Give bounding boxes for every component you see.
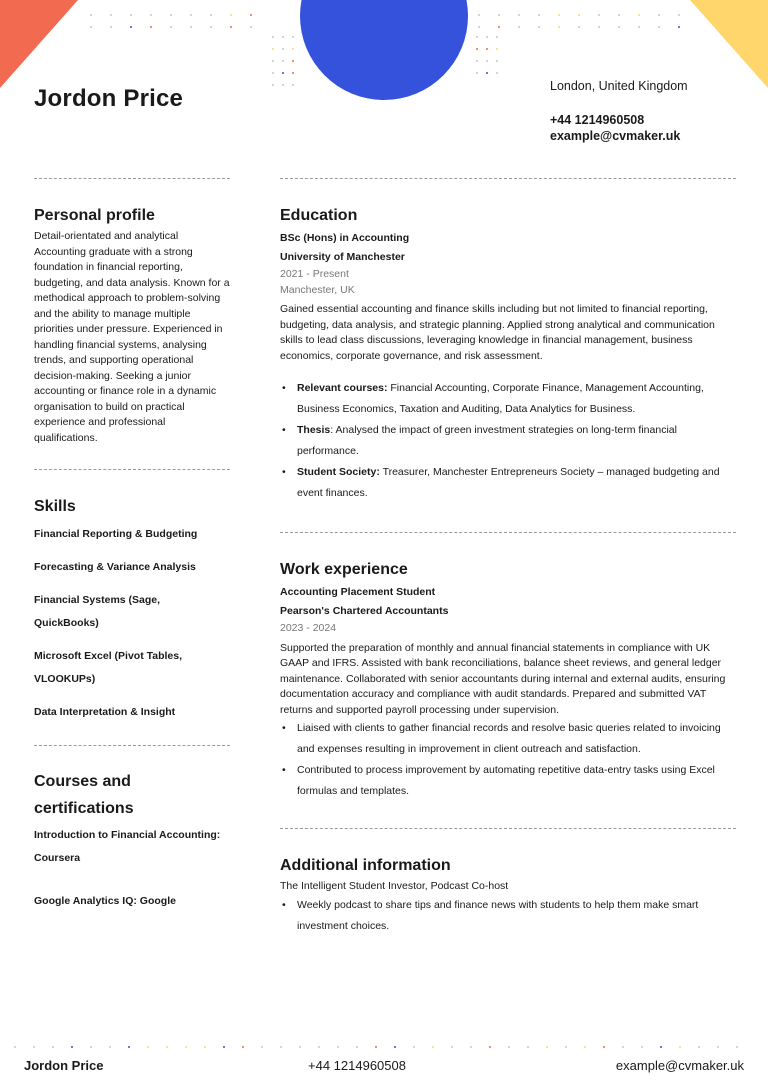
decorative-dot	[109, 1046, 111, 1048]
decorative-dot	[272, 36, 274, 38]
section-title: Personal profile	[34, 207, 155, 224]
decorative-dot	[717, 1046, 719, 1048]
list-item: • Liaised with clients to gather financial records and resolve basic queries related to invoicing and expenses resulting in improvement in client outreach and satisfaction.	[297, 718, 736, 760]
decorative-dot	[150, 26, 152, 28]
decorative-dot	[110, 26, 112, 28]
decorative-dot	[598, 14, 600, 16]
decorative-dot	[292, 60, 294, 62]
decorative-dot	[292, 72, 294, 74]
decorative-dot	[282, 84, 284, 86]
decorative-dot	[476, 60, 478, 62]
decorative-dot	[498, 26, 500, 28]
email: example@cvmaker.uk	[550, 129, 681, 143]
decorative-dot	[478, 26, 480, 28]
decorative-dot	[272, 60, 274, 62]
course-item: Introduction to Financial Accounting: Coursera	[34, 829, 221, 864]
divider	[280, 178, 736, 179]
decorative-dot	[486, 36, 488, 38]
education-section	[280, 202, 736, 504]
bullet-label: Relevant courses:	[297, 382, 388, 394]
section-title: Skills	[34, 498, 76, 515]
decorative-dot	[476, 72, 478, 74]
decorative-dot	[128, 1046, 130, 1048]
course-item: Google Analytics IQ: Google	[34, 895, 176, 907]
decorative-dot	[130, 14, 132, 16]
decorative-dot	[486, 60, 488, 62]
divider	[280, 828, 736, 829]
decorative-dot	[618, 26, 620, 28]
decorative-dot	[250, 14, 252, 16]
decorative-dot	[698, 1046, 700, 1048]
skills-section	[34, 493, 230, 724]
section-title: Education	[280, 207, 358, 224]
skill-item: Financial Systems (Sage, QuickBooks)	[34, 594, 161, 629]
skill-item: Financial Reporting & Budgeting	[34, 528, 198, 540]
decorative-dot	[678, 26, 680, 28]
decorative-dot	[282, 72, 284, 74]
bullet-text: Treasurer, Manchester Entrepreneurs Society – managed budgeting and event finances.	[297, 466, 720, 499]
decorative-dot	[496, 60, 498, 62]
additional-info-section	[280, 852, 736, 937]
divider	[34, 745, 230, 746]
additional-bullets	[280, 895, 736, 937]
skill-item: Microsoft Excel (Pivot Tables, VLOOKUPs)	[34, 650, 183, 685]
decorative-dot	[282, 60, 284, 62]
decorative-dot	[170, 14, 172, 16]
school: University of Manchester	[280, 251, 405, 263]
decorative-dot	[90, 14, 92, 16]
decorative-dot	[546, 1046, 548, 1048]
decorative-dot	[261, 1046, 263, 1048]
location: London, United Kingdom	[550, 79, 688, 93]
decorative-dot	[658, 14, 660, 16]
decorative-dot	[394, 1046, 396, 1048]
decorative-dot	[282, 36, 284, 38]
decorative-dot	[498, 14, 500, 16]
decorative-dot	[538, 14, 540, 16]
list-item: • Contributed to process improvement by automating repetitive data-entry tasks using Excel formulas and templates.	[297, 760, 736, 802]
decorative-dot	[90, 26, 92, 28]
decorative-dot	[210, 26, 212, 28]
decorative-dot	[618, 14, 620, 16]
section-title: Courses and certifications	[34, 773, 134, 817]
profile-text: Detail-orientated and analytical Accounting graduate with a strong foundation in financial reporting, budgeting, and data analysis. Known for a methodical approach to problem-solving and the ability to manage multiple priorities under pressure. Experienced in handling financial systems, analysing trends, and supporting operational decision-making. Seeking a junior accounting or finance role in a dynamic organisation to build on practical experience and professional qualifications.	[34, 230, 230, 444]
decorative-dot	[166, 1046, 168, 1048]
decorative-dot	[527, 1046, 529, 1048]
decorative-triangle-left	[0, 0, 78, 88]
decorative-dot	[660, 1046, 662, 1048]
decorative-dot	[622, 1046, 624, 1048]
decorative-dot	[185, 1046, 187, 1048]
decorative-dot	[641, 1046, 643, 1048]
decorative-dot	[223, 1046, 225, 1048]
divider	[280, 532, 736, 533]
decorative-dot	[337, 1046, 339, 1048]
decorative-dot	[489, 1046, 491, 1048]
decorative-dot	[413, 1046, 415, 1048]
job-role: Accounting Placement Student	[280, 586, 436, 598]
footer-phone: +44 1214960508	[308, 1058, 406, 1073]
decorative-dot	[638, 14, 640, 16]
decorative-dot	[190, 14, 192, 16]
decorative-dot	[565, 1046, 567, 1048]
decorative-dot	[578, 14, 580, 16]
decorative-dot	[170, 26, 172, 28]
decorative-dot	[478, 14, 480, 16]
skill-item: Forecasting & Variance Analysis	[34, 561, 196, 573]
bullet-text: Financial Accounting, Corporate Finance, Management Accounting, Business Economics, Taxation and Auditing, Data Analytics for Business.	[297, 382, 704, 415]
divider	[34, 178, 230, 179]
work-bullets	[280, 718, 736, 802]
personal-profile-section	[34, 202, 230, 446]
education-bullets	[280, 378, 736, 504]
decorative-dot	[496, 72, 498, 74]
bullet-text: : Analysed the impact of green investment strategies on long-term financial performance.	[297, 424, 677, 457]
candidate-name: Jordon Price	[34, 85, 184, 112]
education-dates: 2021 - Present	[280, 268, 349, 280]
decorative-dot	[476, 48, 478, 50]
decorative-dot	[558, 26, 560, 28]
section-title: Work experience	[280, 561, 408, 578]
decorative-dot	[272, 72, 274, 74]
decorative-dot	[356, 1046, 358, 1048]
decorative-dot	[230, 14, 232, 16]
decorative-dot	[292, 84, 294, 86]
decorative-dot	[496, 48, 498, 50]
education-place: Manchester, UK	[280, 283, 355, 296]
decorative-dot	[292, 36, 294, 38]
decorative-dot	[451, 1046, 453, 1048]
decorative-dot	[147, 1046, 149, 1048]
decorative-dot	[375, 1046, 377, 1048]
decorative-dot	[470, 1046, 472, 1048]
decorative-dot	[33, 1046, 35, 1048]
decorative-dot	[250, 26, 252, 28]
contact-block	[550, 78, 688, 144]
decorative-dot	[678, 14, 680, 16]
decorative-dot	[432, 1046, 434, 1048]
list-item	[297, 420, 736, 462]
decorative-dot	[52, 1046, 54, 1048]
decorative-dot	[272, 84, 274, 86]
decorative-dot	[280, 1046, 282, 1048]
decorative-dot	[518, 14, 520, 16]
decorative-dot	[230, 26, 232, 28]
bullet-label: Thesis	[297, 424, 331, 436]
decorative-dot	[292, 48, 294, 50]
decorative-dot	[598, 26, 600, 28]
decorative-dot	[299, 1046, 301, 1048]
company: Pearson's Chartered Accountants	[280, 605, 449, 617]
work-dates: 2023 - 2024	[280, 622, 337, 634]
list-item	[297, 378, 736, 420]
decorative-circle	[300, 0, 468, 100]
list-item: • Weekly podcast to share tips and finance news with students to help them make smart investment choices.	[297, 895, 736, 937]
decorative-dot	[558, 14, 560, 16]
footer-name: Jordon Price	[24, 1058, 104, 1073]
degree: BSc (Hons) in Accounting	[280, 232, 410, 244]
decorative-dot	[476, 36, 478, 38]
decorative-triangle-right	[690, 0, 768, 88]
decorative-dot	[538, 26, 540, 28]
decorative-dot	[638, 26, 640, 28]
decorative-dot	[150, 14, 152, 16]
skill-item: Data Interpretation & Insight	[34, 706, 176, 718]
section-title: Additional information	[280, 857, 451, 874]
divider	[34, 469, 230, 470]
decorative-dot	[518, 26, 520, 28]
decorative-dot	[486, 72, 488, 74]
list-item	[297, 462, 736, 504]
decorative-dot	[210, 14, 212, 16]
decorative-dot	[14, 1046, 16, 1048]
decorative-dot	[272, 48, 274, 50]
education-description: Gained essential accounting and finance skills including but not limited to financial reporting, budgeting, data analysis, and strategic planning. Applied strong analytical and communication skills to lead class discussions, leveraging knowledge in financial management, business economics, corporate governance, and risk assessment.	[280, 303, 715, 362]
decorative-dot	[204, 1046, 206, 1048]
decorative-dot	[318, 1046, 320, 1048]
footer-email: example@cvmaker.uk	[615, 1058, 744, 1073]
decorative-dot	[603, 1046, 605, 1048]
additional-line: The Intelligent Student Investor, Podcast Co-host	[280, 880, 509, 892]
decorative-dot	[679, 1046, 681, 1048]
bullet-label: Student Society:	[297, 466, 380, 478]
decorative-dot	[578, 26, 580, 28]
decorative-dot	[110, 14, 112, 16]
decorative-dot	[736, 1046, 738, 1048]
work-experience-section	[280, 556, 736, 802]
decorative-dot	[242, 1046, 244, 1048]
decorative-dot	[658, 26, 660, 28]
decorative-dot	[584, 1046, 586, 1048]
decorative-dot	[190, 26, 192, 28]
decorative-dot	[282, 48, 284, 50]
decorative-dot	[71, 1046, 73, 1048]
work-description: Supported the preparation of monthly and annual financial statements in compliance with UK GAAP and IFRS. Assisted with bank reconciliations, balance sheet reviews, and general ledger maintenance. Collaborated with senior accountants during internal and external audits, ensuring documentation accuracy and compliance with audit standards. Prepared and submitted VAT returns and supported payroll processing under supervision.	[280, 641, 726, 716]
phone: +44 1214960508	[550, 113, 645, 127]
decorative-dot	[486, 48, 488, 50]
courses-section	[34, 768, 230, 913]
decorative-dot	[508, 1046, 510, 1048]
decorative-dot	[130, 26, 132, 28]
decorative-dot	[496, 36, 498, 38]
decorative-dot	[90, 1046, 92, 1048]
